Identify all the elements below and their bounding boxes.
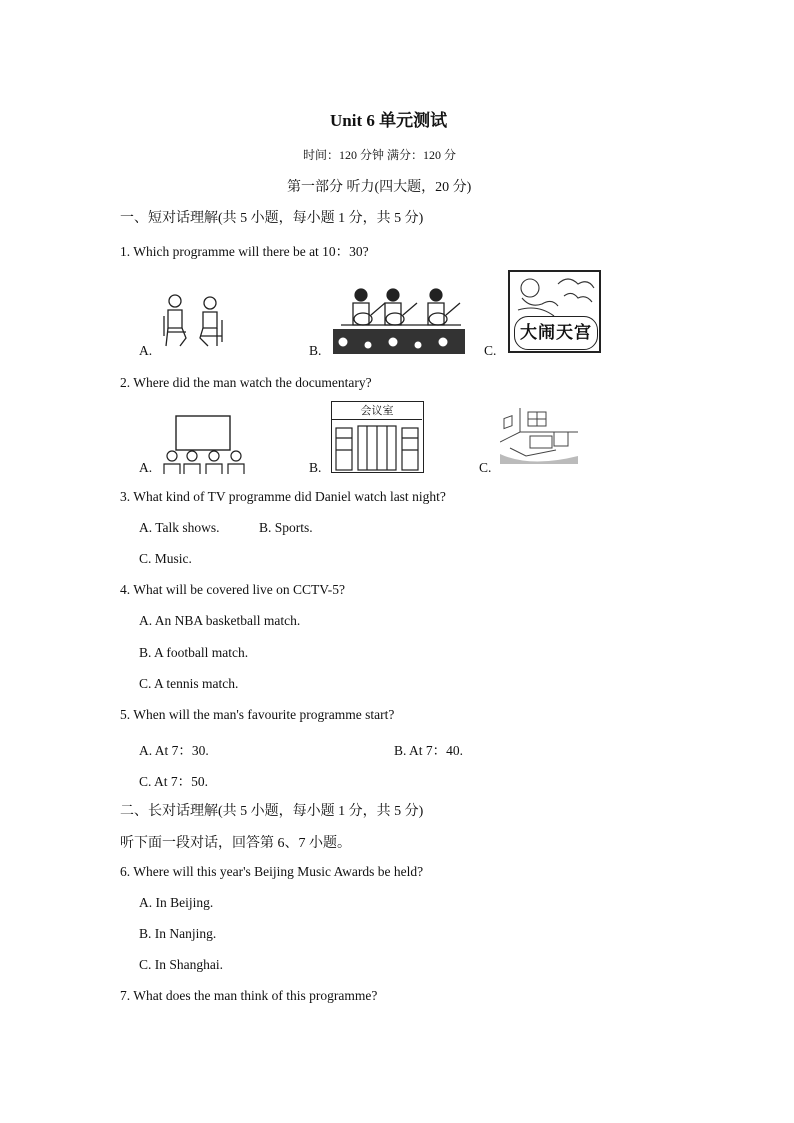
section1-heading: 一、短对话理解(共 5 小题，每小题 1 分，共 5 分) xyxy=(120,211,424,226)
q1-option-b-label: B. xyxy=(309,343,322,358)
meeting-room-image xyxy=(331,401,424,473)
question-5: 5. When will the man's favourite programme start? xyxy=(120,707,395,722)
q4-option-b: B. A football match. xyxy=(139,645,249,660)
question-4: 4. What will be covered live on CCTV-5? xyxy=(120,582,345,597)
cartoon-poster-image xyxy=(508,270,601,353)
question-3: 3. What kind of TV programme did Daniel watch last night? xyxy=(120,489,446,504)
music-band-image xyxy=(333,287,465,354)
question-2: 2. Where did the man watch the documentary? xyxy=(120,375,372,390)
part-heading: 第一部分 听力(四大题，20 分) xyxy=(287,180,472,195)
q6-option-b: B. In Nanjing. xyxy=(139,926,217,941)
q1-option-c-label: C. xyxy=(484,343,497,358)
poster-title: 大闹天宫 xyxy=(514,316,598,350)
question-6: 6. Where will this year's Beijing Music Awards be held? xyxy=(120,864,424,879)
exam-meta: 时间：120 分钟 满分：120 分 xyxy=(303,148,457,162)
q4-option-c: C. A tennis match. xyxy=(139,676,239,691)
meeting-room-sign: 会议室 xyxy=(332,402,422,420)
q6-option-c: C. In Shanghai. xyxy=(139,957,223,972)
q1-option-a-label: A. xyxy=(139,343,153,358)
section2-heading: 二、长对话理解(共 5 小题，每小题 1 分，共 5 分) xyxy=(120,804,424,819)
question-1: 1. Which programme will there be at 10：30? xyxy=(120,244,369,259)
q2-option-c-label: C. xyxy=(479,460,492,475)
q2-option-b-label: B. xyxy=(309,460,322,475)
q5-option-c: C. At 7：50. xyxy=(139,774,209,789)
talk-show-image xyxy=(160,292,230,354)
q4-option-a: A. An NBA basketball match. xyxy=(139,613,301,628)
living-room-image xyxy=(500,408,578,464)
q3-option-b: B. Sports. xyxy=(259,520,313,535)
q2-option-a-label: A. xyxy=(139,460,153,475)
q5-option-a: A. At 7：30. xyxy=(139,743,209,758)
page-title: Unit 6 单元测试 xyxy=(330,111,448,130)
q3-option-c: C. Music. xyxy=(139,551,192,566)
q3-option-a: A. Talk shows. xyxy=(139,520,220,535)
question-7: 7. What does the man think of this programme? xyxy=(120,988,378,1003)
cinema-image xyxy=(160,414,248,474)
q6-option-a: A. In Beijing. xyxy=(139,895,214,910)
q5-option-b: B. At 7：40. xyxy=(394,743,464,758)
section2-instruction: 听下面一段对话，回答第 6、7 小题。 xyxy=(120,836,351,851)
